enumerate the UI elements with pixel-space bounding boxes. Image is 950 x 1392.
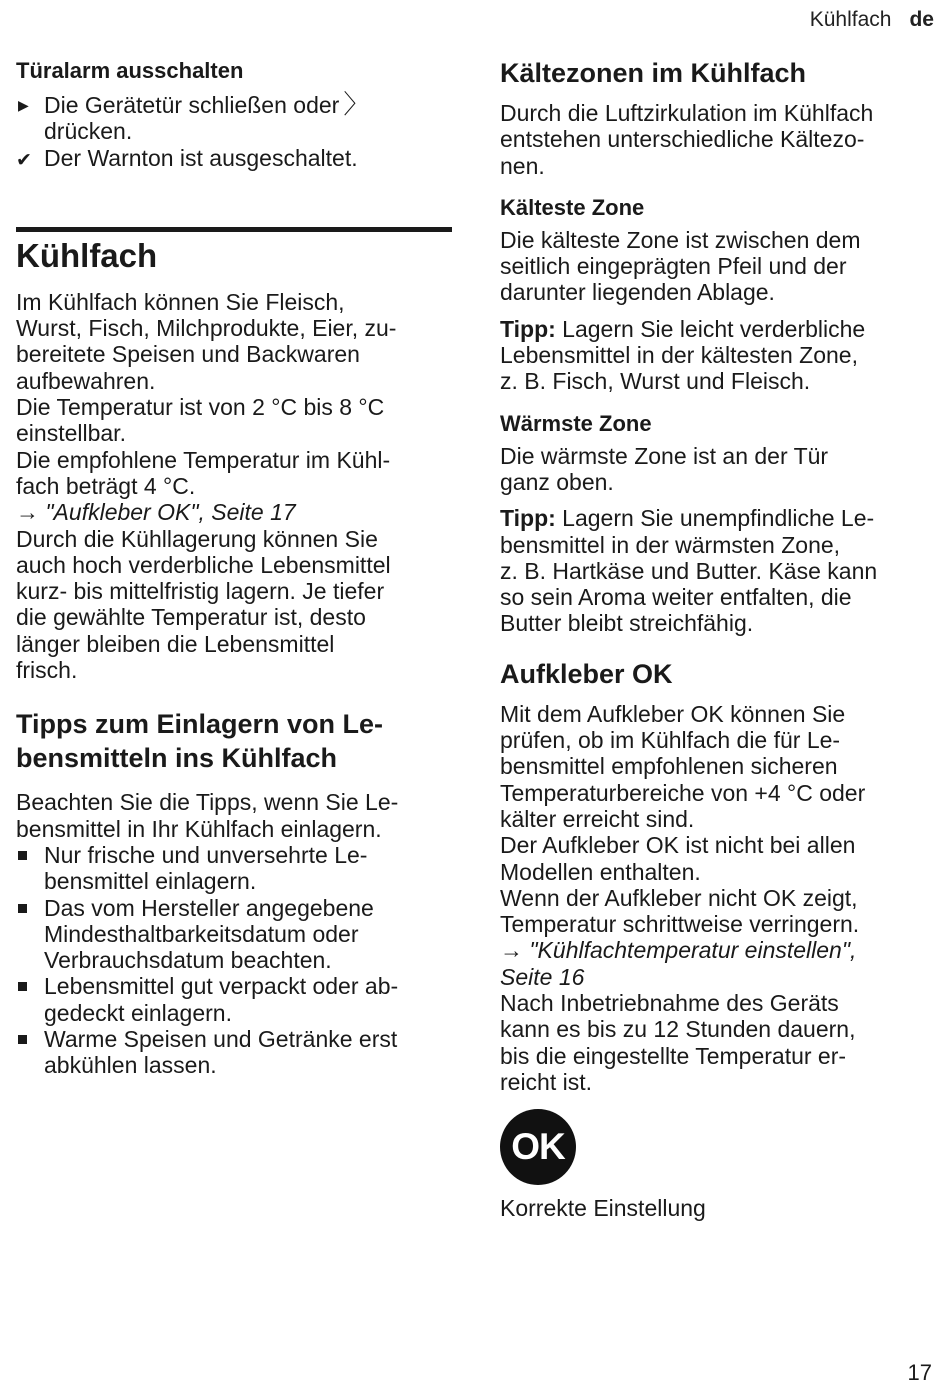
list-item-line: Das vom Hersteller angegebene <box>44 894 374 921</box>
sticker-section-title: Aufkleber OK <box>500 658 673 689</box>
list-item-line: Lebensmittel gut verpackt oder ab- <box>44 973 399 1000</box>
text-line: z. B. Fisch, Wurst und Fleisch. <box>500 368 811 395</box>
list-item <box>16 973 452 1026</box>
cross-reference-text: Seite 16 <box>500 963 585 990</box>
result-line: Der Warnton ist ausgeschaltet. <box>44 144 358 171</box>
text-line: darunter liegenden Ablage. <box>500 279 775 306</box>
tip-label: Tipp: <box>500 315 556 342</box>
step-item <box>16 89 452 145</box>
tips-intro-line: Beachten Sie die Tipps, wenn Sie Le- <box>16 789 399 816</box>
text-line: kälter erreicht sind. <box>500 805 695 832</box>
cross-reference-link[interactable] <box>16 499 452 525</box>
text-line: Nach Inbetriebnahme des Geräts <box>500 990 839 1017</box>
intro-line: auch hoch verderbliche Lebensmittel <box>16 551 391 578</box>
list-item-line: Warme Speisen und Getränke erst <box>44 1026 398 1053</box>
list-item-line: abkühlen lassen. <box>44 1052 217 1079</box>
text-line: Lebensmittel in der kältesten Zone, <box>500 342 858 369</box>
intro-line: die gewählte Temperatur ist, desto <box>16 604 366 631</box>
header-section: Kühlfach <box>809 8 892 31</box>
text-line: Butter bleibt streichfähig. <box>500 610 754 637</box>
square-bullet-icon <box>18 1035 27 1044</box>
header-language: de <box>909 8 934 31</box>
text-line: z. B. Hartkäse und Butter. Käse kann <box>500 557 878 584</box>
text-line: Temperaturbereiche von +4 °C oder <box>500 779 866 806</box>
intro-line: Wurst, Fisch, Milchprodukte, Eier, zu- <box>16 315 397 342</box>
text-line: reicht ist. <box>500 1068 593 1095</box>
intro-line: aufbewahren. <box>16 367 156 394</box>
list-item <box>16 895 452 974</box>
tip-label: Tipp: <box>500 505 556 532</box>
intro-line: Die empfohlene Temperatur im Kühl- <box>16 446 391 473</box>
square-bullet-icon <box>18 982 27 991</box>
list-item <box>16 1026 452 1079</box>
intro-line: kurz- bis mittelfristig lagern. Je tiefer <box>16 578 385 605</box>
tips-title-line: bensmitteln ins Kühlfach <box>16 743 338 774</box>
ok-caption: Korrekte Einstellung <box>500 1195 706 1222</box>
intro-line: fach beträgt 4 °C. <box>16 472 196 499</box>
text-line: Durch die Luftzirkulation im Kühlfach <box>500 100 874 126</box>
list-item-line: Nur frische und unversehrte Le- <box>44 841 368 868</box>
tips-title-line: Tipps zum Einlagern von Le- <box>16 709 384 740</box>
square-bullet-icon <box>18 851 27 860</box>
step-triangle-icon: ▶ <box>18 97 29 113</box>
text-line: Temperatur schrittweise verringern. <box>500 911 860 938</box>
chapter-title: Kühlfach <box>16 236 158 274</box>
zones-section-title: Kältezonen im Kühlfach <box>500 58 807 88</box>
intro-line: frisch. <box>16 657 78 684</box>
door-alarm-steps <box>16 89 452 171</box>
arrow-right-icon: → <box>500 937 523 964</box>
text-line: seitlich eingeprägten Pfeil und der <box>500 253 847 280</box>
text-line: so sein Aroma weiter entfalten, die <box>500 584 852 611</box>
intro-line: Im Kühlfach können Sie Fleisch, <box>16 288 345 315</box>
square-bullet-icon <box>18 904 27 913</box>
text-line: Lagern Sie unempfindliche Le- <box>555 505 875 532</box>
cross-reference-text: "Aufkleber OK", Seite 17 <box>45 499 296 526</box>
text-line: bis die eingestellte Temperatur er- <box>500 1042 847 1069</box>
text-line: Wenn der Aufkleber nicht OK zeigt, <box>500 884 858 911</box>
tips-intro-line: bensmittel in Ihr Kühlfach einlagern. <box>16 815 382 842</box>
page-number: 17 <box>907 1360 932 1385</box>
zones-intro <box>500 100 936 179</box>
right-column <box>500 56 936 1222</box>
tips-list <box>16 842 452 1079</box>
cross-reference-text: "Kühlfachtemperatur einstellen", <box>529 937 857 964</box>
list-item-line: Verbrauchsdatum beachten. <box>44 947 332 974</box>
checkmark-icon: ✔ <box>16 149 32 171</box>
sticker-text <box>500 701 936 1095</box>
list-item-line: bensmittel einlagern. <box>44 868 257 895</box>
tips-section-title <box>16 707 452 775</box>
warmest-zone-text <box>500 443 936 496</box>
list-item-line: gedeckt einlagern. <box>44 999 232 1026</box>
intro-line: Durch die Kühllagerung können Sie <box>16 525 378 552</box>
result-item <box>16 145 452 171</box>
list-item <box>16 842 452 895</box>
text-line: prüfen, ob im Kühlfach die für Le- <box>500 727 841 754</box>
text-line: entstehen unterschiedliche Kältezo- <box>500 126 865 153</box>
coldest-zone-tip <box>500 316 936 395</box>
door-alarm-title: Türalarm ausschalten <box>16 58 244 83</box>
text-line: Lagern Sie leicht verderbliche <box>555 315 866 342</box>
ok-sticker-icon: OK <box>500 1109 576 1185</box>
coldest-zone-title: Kälteste Zone <box>500 194 645 220</box>
text-line: bensmittel empfohlenen sicheren <box>500 753 838 780</box>
warmest-zone-title: Wärmste Zone <box>500 410 652 436</box>
text-line: Die kälteste Zone ist zwischen dem <box>500 226 861 253</box>
text-line: Mit dem Aufkleber OK können Sie <box>500 700 846 727</box>
step-line: drücken. <box>44 118 133 145</box>
text-line: Die wärmste Zone ist an der Tür <box>500 442 829 469</box>
coldest-zone-text <box>500 227 936 306</box>
text-line: bensmittel in der wärmsten Zone, <box>500 531 841 558</box>
left-column <box>16 56 452 1079</box>
intro-line: einstellbar. <box>16 420 126 447</box>
intro-line: länger bleiben die Lebensmittel <box>16 630 335 657</box>
intro-block <box>16 289 452 683</box>
text-line: Modellen enthalten. <box>500 858 701 885</box>
text-line: Der Aufkleber OK ist nicht bei allen <box>500 832 856 859</box>
chevron-right-key-icon: 〉 <box>343 89 370 119</box>
intro-line: bereitete Speisen und Backwaren <box>16 341 360 368</box>
intro-line: Die Temperatur ist von 2 °C bis 8 °C <box>16 394 385 421</box>
cross-reference-link[interactable] <box>500 937 936 963</box>
text-line: ganz oben. <box>500 468 614 495</box>
text-line: nen. <box>500 152 545 179</box>
warmest-zone-tip <box>500 505 936 636</box>
list-item-line: Mindesthaltbarkeitsdatum oder <box>44 920 359 947</box>
tips-block <box>16 789 452 1078</box>
text-line: kann es bis zu 12 Stunden dauern, <box>500 1016 856 1043</box>
arrow-right-icon: → <box>16 499 39 526</box>
page-header <box>810 8 934 32</box>
step-line: Die Gerätetür schließen oder <box>44 92 340 118</box>
